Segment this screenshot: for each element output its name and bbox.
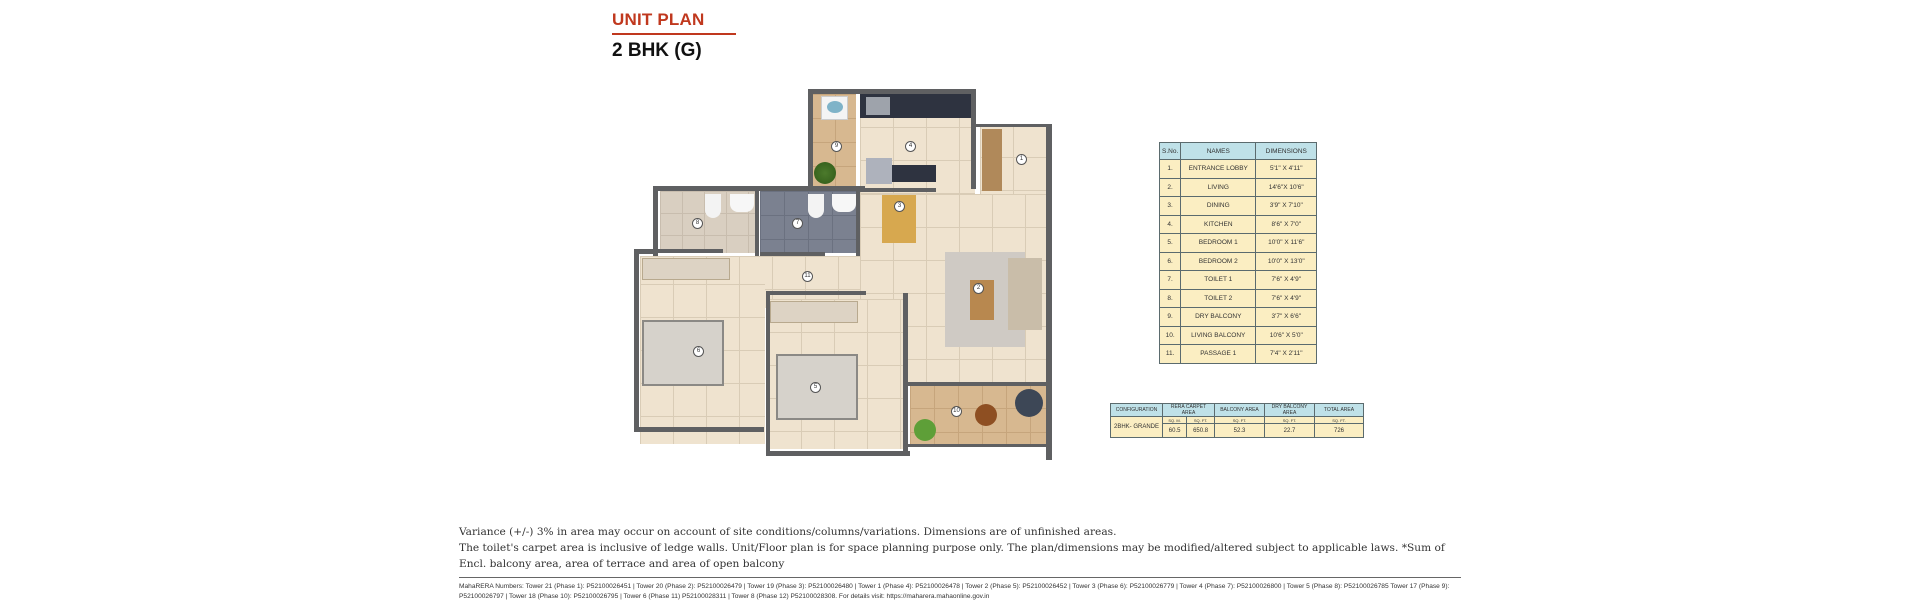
title-block — [612, 10, 736, 62]
cell-name: LIVING BALCONY — [1181, 326, 1256, 345]
table-row — [1160, 345, 1317, 364]
col-header-configuration: CONFIGURATION — [1111, 404, 1163, 417]
cell-sno: 8. — [1160, 289, 1181, 308]
cell-dimension: 8'6" X 7'0" — [1256, 215, 1317, 234]
unit-label: SQ. FT. — [1215, 417, 1265, 424]
room-marker-7: 7 — [792, 218, 803, 229]
cell-name: BEDROOM 2 — [1181, 252, 1256, 271]
rera-registration-text: MahaRERA Numbers: Tower 21 (Phase 1): P52100026451 | Tower 20 (Phase 2): P52100026479 | Tower 19 (Phase 3): P52100026480 | Tower 1 (Phase 4): P52100026478 | Tower 2 (Phase 5): P52100026452 | Tower 3 (Phase 6): P52100026779 | Tower 4 (Phase 7): P52100026800 | Tower 5 (Phase 8): P52100026785 Tower 17 (Phase 9): P52100026797 | Tower 18 (Phase 10): P52100026795 | Tower 6 (Phase 11) P52100028311 | Tower 8 (Phase 12) P52100028308. For details visit: https://maharera.mahaonline.gov.in — [459, 583, 1450, 600]
table-row — [1160, 215, 1317, 234]
divider — [459, 577, 1461, 578]
table-row — [1160, 308, 1317, 327]
cell-carpet-sqft: 650.8 — [1187, 424, 1215, 438]
unit-label: SQ. FT. — [1315, 417, 1364, 424]
table-row — [1160, 252, 1317, 271]
room-marker-4: 4 — [905, 141, 916, 152]
col-header-balcony-area: BALCONY AREA — [1215, 404, 1265, 417]
room-marker-9: 9 — [831, 141, 842, 152]
room-dimensions-table — [1159, 142, 1317, 364]
disclaimer-notes — [459, 524, 1469, 572]
table-row — [1160, 197, 1317, 216]
sofa — [1008, 258, 1042, 330]
room-marker-11: 11 — [802, 271, 813, 282]
cell-name: ENTRANCE LOBBY — [1181, 160, 1256, 179]
col-header-total-area: TOTAL AREA — [1315, 404, 1364, 417]
unit-type-subtitle: 2 BHK (G) — [612, 40, 702, 61]
room-marker-6: 6 — [693, 346, 704, 357]
room-marker-3: 3 — [894, 201, 905, 212]
cell-sno: 2. — [1160, 178, 1181, 197]
cell-dimension: 10'0" X 11'6" — [1256, 234, 1317, 253]
table-row — [1160, 271, 1317, 290]
plant-icon — [814, 162, 836, 184]
cell-name: TOILET 2 — [1181, 289, 1256, 308]
room-marker-10: 10 — [951, 406, 962, 417]
unit-label: SQ. FT. — [1265, 417, 1315, 424]
wardrobe — [770, 301, 858, 323]
cell-configuration: 2BHK- GRANDE — [1111, 417, 1163, 438]
cell-total-sqft: 726 — [1315, 424, 1364, 438]
cell-sno: 7. — [1160, 271, 1181, 290]
cell-dimension: 3'7" X 6'6" — [1256, 308, 1317, 327]
cell-name: TOILET 1 — [1181, 271, 1256, 290]
col-header-carpet-area: RERA CARPET AREA — [1163, 404, 1215, 417]
cell-dimension: 5'1" X 4'11" — [1256, 160, 1317, 179]
cell-sno: 6. — [1160, 252, 1181, 271]
cell-balcony-sqft: 52.3 — [1215, 424, 1265, 438]
cell-name: DRY BALCONY — [1181, 308, 1256, 327]
cell-name: PASSAGE 1 — [1181, 345, 1256, 364]
cell-sno: 4. — [1160, 215, 1181, 234]
cell-sno: 10. — [1160, 326, 1181, 345]
room-marker-1: 1 — [1016, 154, 1027, 165]
floor-plan — [630, 84, 1060, 460]
cell-dimension: 10'0" X 13'0" — [1256, 252, 1317, 271]
room-marker-5: 5 — [810, 382, 821, 393]
chair-icon — [1015, 389, 1043, 417]
cell-sno: 3. — [1160, 197, 1181, 216]
bed-icon — [642, 320, 724, 386]
cell-name: DINING — [1181, 197, 1256, 216]
cell-dry-balcony-sqft: 22.7 — [1265, 424, 1315, 438]
table-row — [1160, 289, 1317, 308]
unit-label: SQ. M. — [1163, 417, 1187, 424]
cell-sno: 11. — [1160, 345, 1181, 364]
cell-name: LIVING — [1181, 178, 1256, 197]
cell-dimension: 10'6" X 5'0" — [1256, 326, 1317, 345]
cell-dimension: 3'9" X 7'10" — [1256, 197, 1317, 216]
cell-dimension: 14'6"X 10'6" — [1256, 178, 1317, 197]
cell-dimension: 7'6" X 4'9" — [1256, 271, 1317, 290]
fridge-icon — [866, 158, 892, 184]
page-title: UNIT PLAN — [612, 10, 736, 35]
shoe-rack — [982, 129, 1002, 191]
col-header-sno: S.No. — [1160, 143, 1181, 160]
note-variance: Variance (+/-) 3% in area may occur on account of site conditions/columns/variations. Dimensions are of unfinished areas. — [459, 526, 1117, 538]
cell-dimension: 7'4" X 2'11" — [1256, 345, 1317, 364]
cell-sno: 5. — [1160, 234, 1181, 253]
cell-dimension: 7'6" X 4'9" — [1256, 289, 1317, 308]
cell-name: KITCHEN — [1181, 215, 1256, 234]
room-marker-2: 2 — [973, 283, 984, 294]
wc-icon — [808, 194, 824, 218]
col-header-dry-balcony-area: DRY BALCONY AREA — [1265, 404, 1315, 417]
table-row — [1160, 326, 1317, 345]
round-table — [975, 404, 997, 426]
washbasin-icon — [730, 194, 754, 212]
col-header-dimensions: DIMENSIONS — [1256, 143, 1317, 160]
washbasin-icon — [832, 194, 856, 212]
kitchen-island — [892, 165, 936, 182]
sink-icon — [866, 97, 890, 115]
cell-sno: 9. — [1160, 308, 1181, 327]
cell-carpet-sqm: 60.5 — [1163, 424, 1187, 438]
plant-icon — [914, 419, 936, 441]
wardrobe — [642, 258, 730, 280]
table-row — [1160, 234, 1317, 253]
room-marker-8: 8 — [692, 218, 703, 229]
wc-icon — [705, 194, 721, 218]
note-carpet-area: The toilet's carpet area is inclusive of ledge walls. Unit/Floor plan is for space planning purpose only. The plan/dimensions may be modified/altered subject to applicable laws. *Sum of Encl. balcony area, area of terrace and area of open balcony — [459, 542, 1445, 570]
col-header-names: NAMES — [1181, 143, 1256, 160]
area-summary-table — [1110, 403, 1364, 438]
cell-name: BEDROOM 1 — [1181, 234, 1256, 253]
unit-label: SQ. FT. — [1187, 417, 1215, 424]
table-row — [1160, 178, 1317, 197]
cell-sno: 1. — [1160, 160, 1181, 179]
washing-machine-icon — [821, 96, 848, 120]
table-row — [1160, 160, 1317, 179]
